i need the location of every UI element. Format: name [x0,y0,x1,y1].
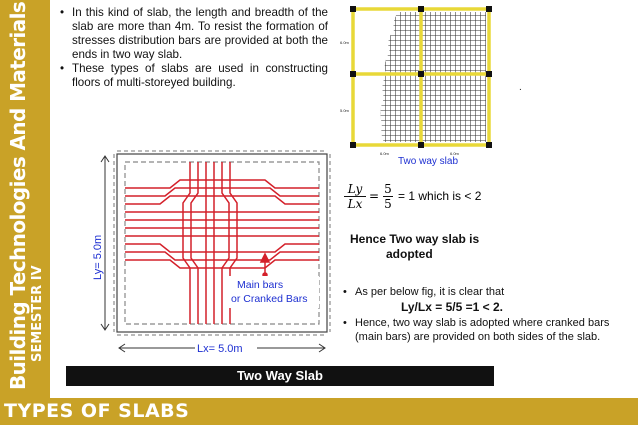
photo-caption: Two way slab [398,156,459,167]
fraction-denominator: 5 [384,197,392,211]
dim-label: 6.0m [380,151,389,156]
hence-statement [350,232,479,262]
hence-line: adopted [386,247,433,261]
stray-mark: . [519,82,522,93]
ratio-formula [344,182,514,212]
dim-label: 5.0m [340,108,349,113]
ly-label-svg [86,210,106,290]
semester-label: SEMESTER IV [30,265,45,362]
course-title: Building Technologies And Materials [6,1,30,390]
dim-label: 6.0m [450,151,459,156]
slide-title: TYPES OF SLABS [4,400,190,422]
lx-label: Lx= 5.0m [197,343,243,355]
ly-label: Ly= 5.0m [92,234,104,280]
two-way-slab-photo [340,0,520,160]
bullet-item [341,285,631,314]
five-over-five [383,182,393,211]
footer-bar [0,398,638,425]
bullet-item: • In this kind of slab, the length and breadth of the slab are more than 4m. To resist the formation of stresses distribution bars are provided at both the ends in two way slab. [58,6,328,62]
bars-label-line: or Cranked Bars [231,293,308,305]
ly-over-lx [344,182,366,211]
main-bars-vertical [183,162,237,324]
conclusion-bullets [341,285,631,344]
fraction-numerator: Ly [347,182,363,196]
reinforcement-diagram [95,148,335,364]
intro-bullets [58,6,328,90]
bullet-item: • Hence, two way slab is adopted where cranked bars (main bars) are provided on both sides of the slab. [341,316,631,344]
diagram-caption: Two Way Slab [66,366,494,386]
ratio-equation: Ly/Lx = 5/5 =1 < 2. [401,300,503,314]
hence-line: Hence Two way slab is [350,232,480,246]
dim-label: 6.0m [340,40,349,45]
ratio-result: = 1 which is < 2 [398,189,482,203]
bars-label-line: Main bars [237,279,284,291]
sidebar [0,0,50,398]
bullet-item: • These types of slabs are used in constructing floors of multi-storeyed building. [58,62,328,90]
bullet-text: As per below fig, it is clear that [355,286,505,298]
equals-sign: = [369,189,380,203]
fraction-denominator: Lx [344,196,366,211]
fraction-numerator: 5 [384,182,392,196]
